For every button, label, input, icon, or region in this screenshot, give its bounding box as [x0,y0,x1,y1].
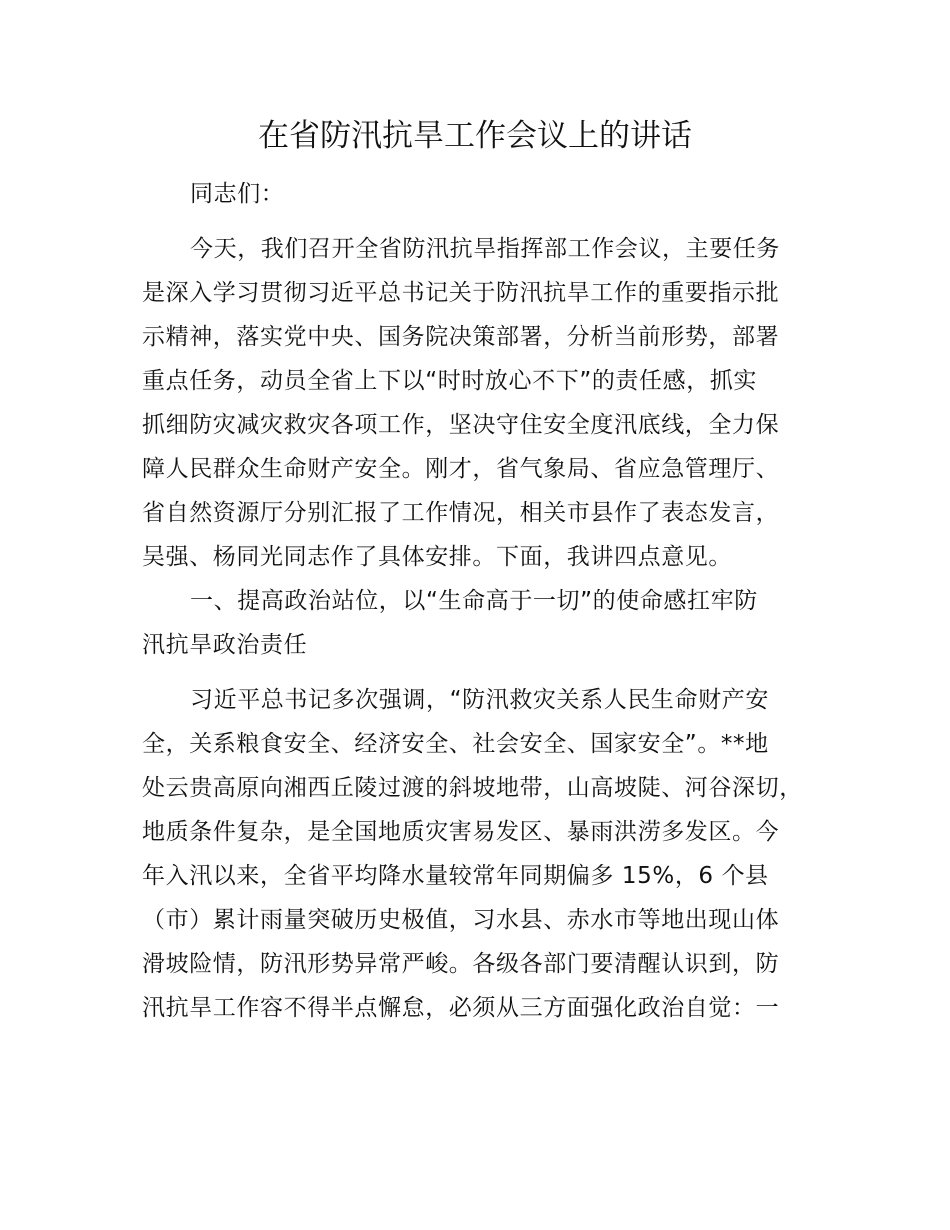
paragraph-line: 今天，我们召开全省防汛抗旱指挥部工作会议，主要任务 [190,236,780,262]
paragraph-opening [142,227,832,579]
heading-line: 一、提高政治站位，以“生命高于一切”的使命感扛牢防 [190,588,758,614]
paragraph-line: 是深入学习贯彻习近平总书记关于防汛抗旱工作的重要指示批 [142,280,780,306]
paragraph-line: 示精神，落实党中央、国务院决策部署，分析当前形势，部署 [142,324,780,350]
paragraph-section-1 [142,678,832,1030]
paragraph-line: 省自然资源厅分别汇报了工作情况，相关市县作了表态发言， [142,500,780,526]
paragraph-line: 年入汛以来，全省平均降水量较常年同期偏多 15%，6 个县 [142,863,769,889]
paragraph-line: 全，关系粮食安全、经济安全、社会安全、国家安全”。**地 [142,731,769,757]
paragraph-line: 障人民群众生命财产安全。刚才，省气象局、省应急管理厅、 [142,456,780,482]
section-heading-1 [142,579,832,667]
paragraph-line: 重点任务，动员全省上下以“时时放心不下”的责任感，抓实 [142,368,758,394]
paragraph-line: 抓细防灾减灾救灾各项工作，坚决守住安全度汛底线，全力保 [142,412,780,438]
paragraph-line: 滑坡险情，防汛形势异常严峻。各级各部门要清醒认识到，防 [142,951,780,977]
salutation: 同志们： [190,181,285,207]
paragraph-line: 吴强、杨同光同志作了具体安排。下面，我讲四点意见。 [142,544,732,570]
document-title: 在省防汛抗旱工作会议上的讲话 [258,118,692,154]
document-body [142,172,832,1030]
paragraph-line: 习近平总书记多次强调，“防汛救灾关系人民生命财产安 [190,687,769,713]
paragraph-line: 汛抗旱工作容不得半点懈怠，必须从三方面强化政治自觉：一 [142,995,780,1021]
paragraph-line: 地质条件复杂，是全国地质灾害易发区、暴雨洪涝多发区。今 [142,819,780,845]
paragraph-line: （市）累计雨量突破历史极值，习水县、赤水市等地出现山体 [142,907,780,933]
heading-line: 汛抗旱政治责任 [142,632,308,658]
paragraph-line: 处云贵高原向湘西丘陵过渡的斜坡地带，山高坡陡、河谷深切， [142,775,803,801]
